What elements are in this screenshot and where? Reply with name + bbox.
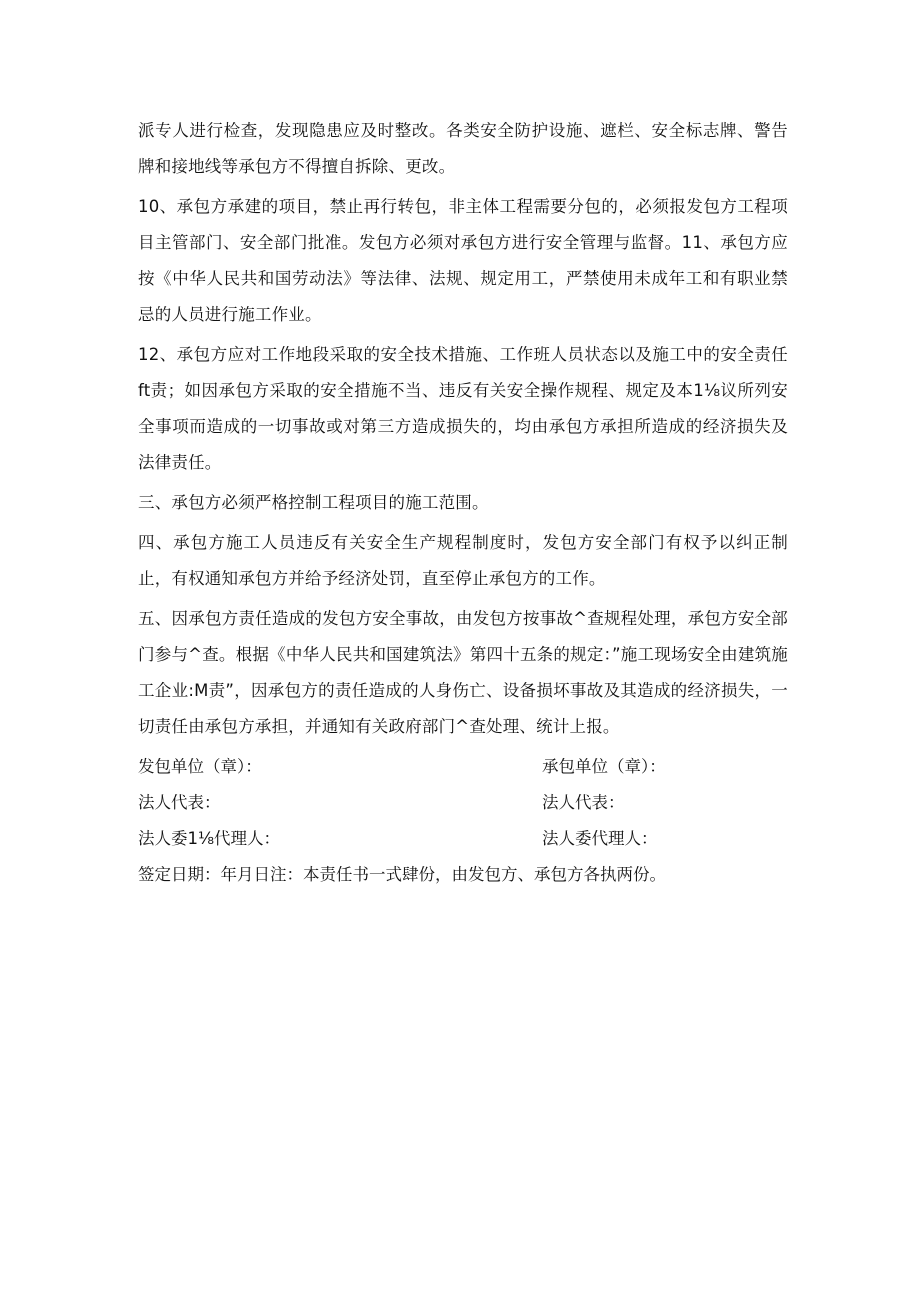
paragraph-4-violations: 四、承包方施工人员违反有关安全生产规程制度时，发包方安全部门有权予以纠正制止，有权通知承包方并给予经济处罚，直至停止承包方的工作。 <box>138 533 788 588</box>
signature-row-legal-rep <box>138 785 788 821</box>
signature-row-unit <box>138 749 788 785</box>
contractor-unit-label: 承包单位（章）： <box>542 757 666 776</box>
employer-unit-label: 发包单位（章）： <box>138 757 262 776</box>
document-body <box>138 113 788 893</box>
paragraph-continued-inspection: 派专人进行检查，发现隐患应及时整改。各类安全防护设施、遮栏、安全标志牌、警告牌和接地线等承包方不得擅自拆除、更改。 <box>138 121 788 176</box>
contractor-legal-rep-label: 法人代表： <box>542 793 625 812</box>
paragraph-10-subcontracting: 10、承包方承建的项目，禁止再行转包，非主体工程需要分包的，必须报发包方工程项目主管部门、安全部门批准。发包方必须对承包方进行安全管理与监督。11、承包方应按《中华人民共和国劳动法》等法律、法规、规定用工，严禁使用未成年工和有职业禁忌的人员进行施工作业。 <box>138 197 788 324</box>
contractor-agent-label: 法人委代理人： <box>542 829 658 848</box>
paragraph-12-safety-responsibility: 12、承包方应对工作地段采取的安全技术措施、工作班人员状态以及施工中的安全责任ft责；如因承包方采取的安全措施不当、违反有关安全操作规程、规定及本1⅛议所列安全事项而造成的一切事故或对第三方造成损失的，均由承包方承担所造成的经济损失及法律责任。 <box>138 345 788 472</box>
paragraph-5-accident-handling: 五、因承包方责任造成的发包方安全事故，由发包方按事故^查规程处理，承包方安全部门参与^查。根据《中华人民共和国建筑法》第四十五条的规定：”施工现场安全由建筑施工企业:M责”，因承包方的责任造成的人身伤亡、设备损坏事故及其造成的经济损失，一切责任由承包方承担，并通知有关政府部门^查处理、统计上报。 <box>138 609 788 736</box>
signature-row-agent <box>138 821 788 857</box>
employer-legal-rep-label: 法人代表： <box>138 793 221 812</box>
employer-agent-label: 法人委1⅛代理人： <box>138 829 280 848</box>
signing-date-note: 签定日期：年月日注：本责任书一式肆份，由发包方、承包方各执两份。 <box>138 865 666 884</box>
paragraph-3-construction-scope: 三、承包方必须严格控制工程项目的施工范围。 <box>138 493 489 512</box>
